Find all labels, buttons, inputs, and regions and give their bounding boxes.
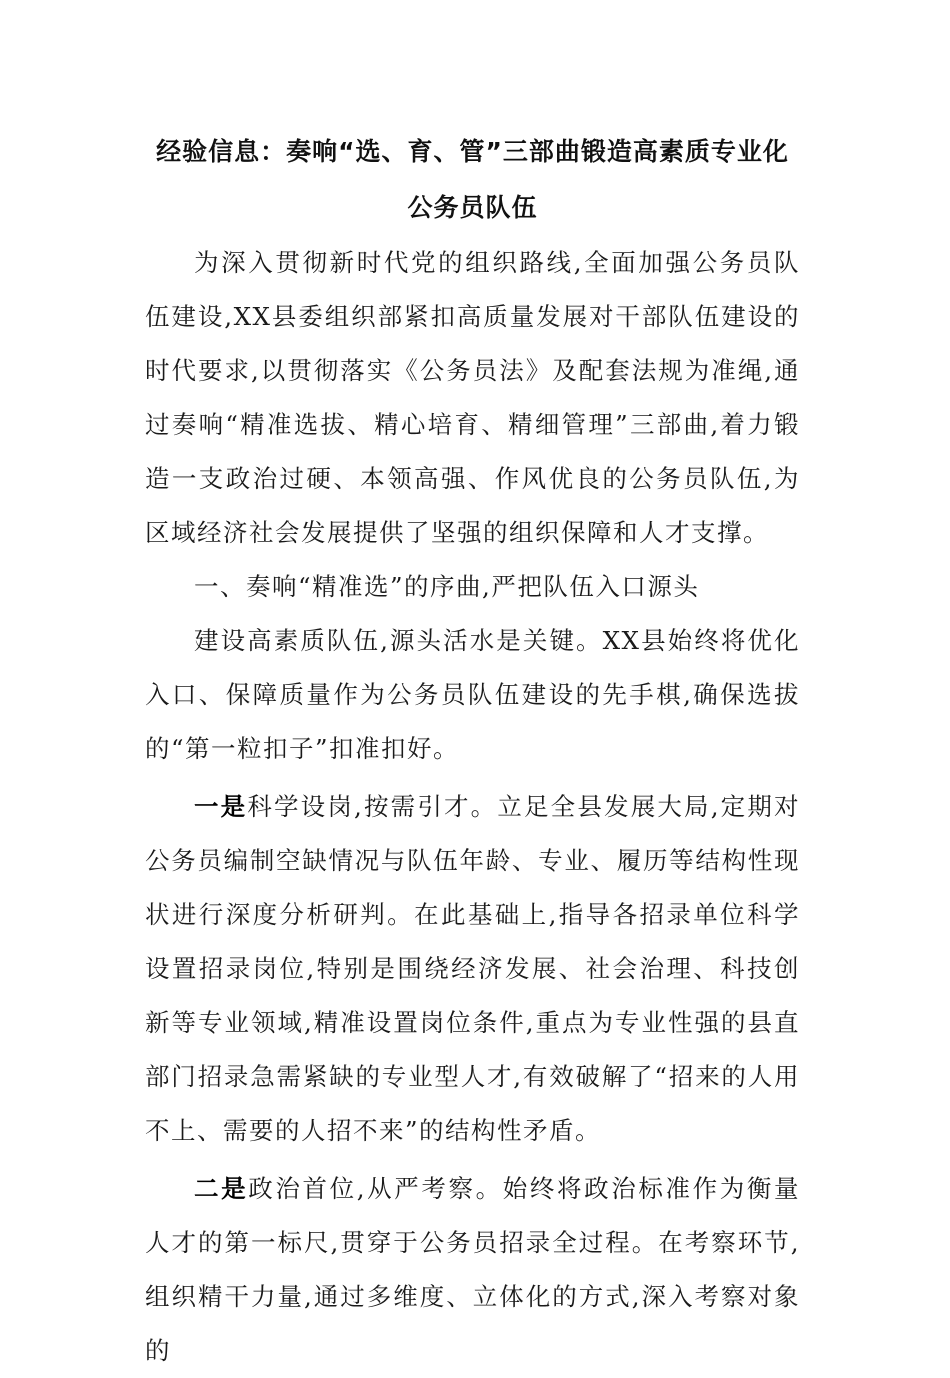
point-1-lead: 一是 — [194, 792, 248, 821]
section-1-heading: 一、奏响“精准选”的序曲,严把队伍入口源头 — [194, 572, 700, 601]
section-1-intro-paragraph: 建设高素质队伍,源头活水是关键。XX县始终将优化入口、保障质量作为公务员队伍建设的先手棋,确保选拔的“第一粒扣子”扣准扣好。 — [145, 626, 800, 763]
intro-paragraph: 为深入贯彻新时代党的组织路线,全面加强公务员队伍建设,XX县委组织部紧扣高质量发展对干部队伍建设的时代要求,以贯彻落实《公务员法》及配套法规为准绳,通过奏响“精准选拔、精心培育、精细管理”三部曲,着力锻造一支政治过硬、本领高强、作风优良的公务员队伍,为区域经济社会发展提供了坚强的组织保障和人才支撑。 — [145, 248, 800, 547]
point-1-text: 科学设岗,按需引才。立足全县发展大局,定期对公务员编制空缺情况与队伍年龄、专业、履历等结构性现状进行深度分析研判。在此基础上,指导各招录单位科学设置招录岗位,特别是围绕经济发展、社会治理、科技创新等专业领域,精准设置岗位条件,重点为专业性强的县直部门招录急需紧缺的专业型人才,有效破解了“招来的人用不上、需要的人招不来”的结构性矛盾。 — [145, 792, 800, 1145]
title-line-1: 经验信息：奏响“选、育、管”三部曲锻造高素质专业化 — [156, 137, 789, 166]
document-body — [145, 124, 800, 1378]
title-line-2: 公务员队伍 — [407, 193, 538, 222]
document-title — [145, 124, 800, 236]
point-2-text: 政治首位,从严考察。始终将政治标准作为衡量人才的第一标尺,贯穿于公务员招录全过程。在考察环节,组织精干力量,通过多维度、立体化的方式,深入考察对象的 — [145, 1174, 800, 1365]
point-2-lead: 二是 — [194, 1174, 249, 1203]
point-2-paragraph — [145, 1162, 800, 1378]
point-1-paragraph — [145, 780, 800, 1158]
